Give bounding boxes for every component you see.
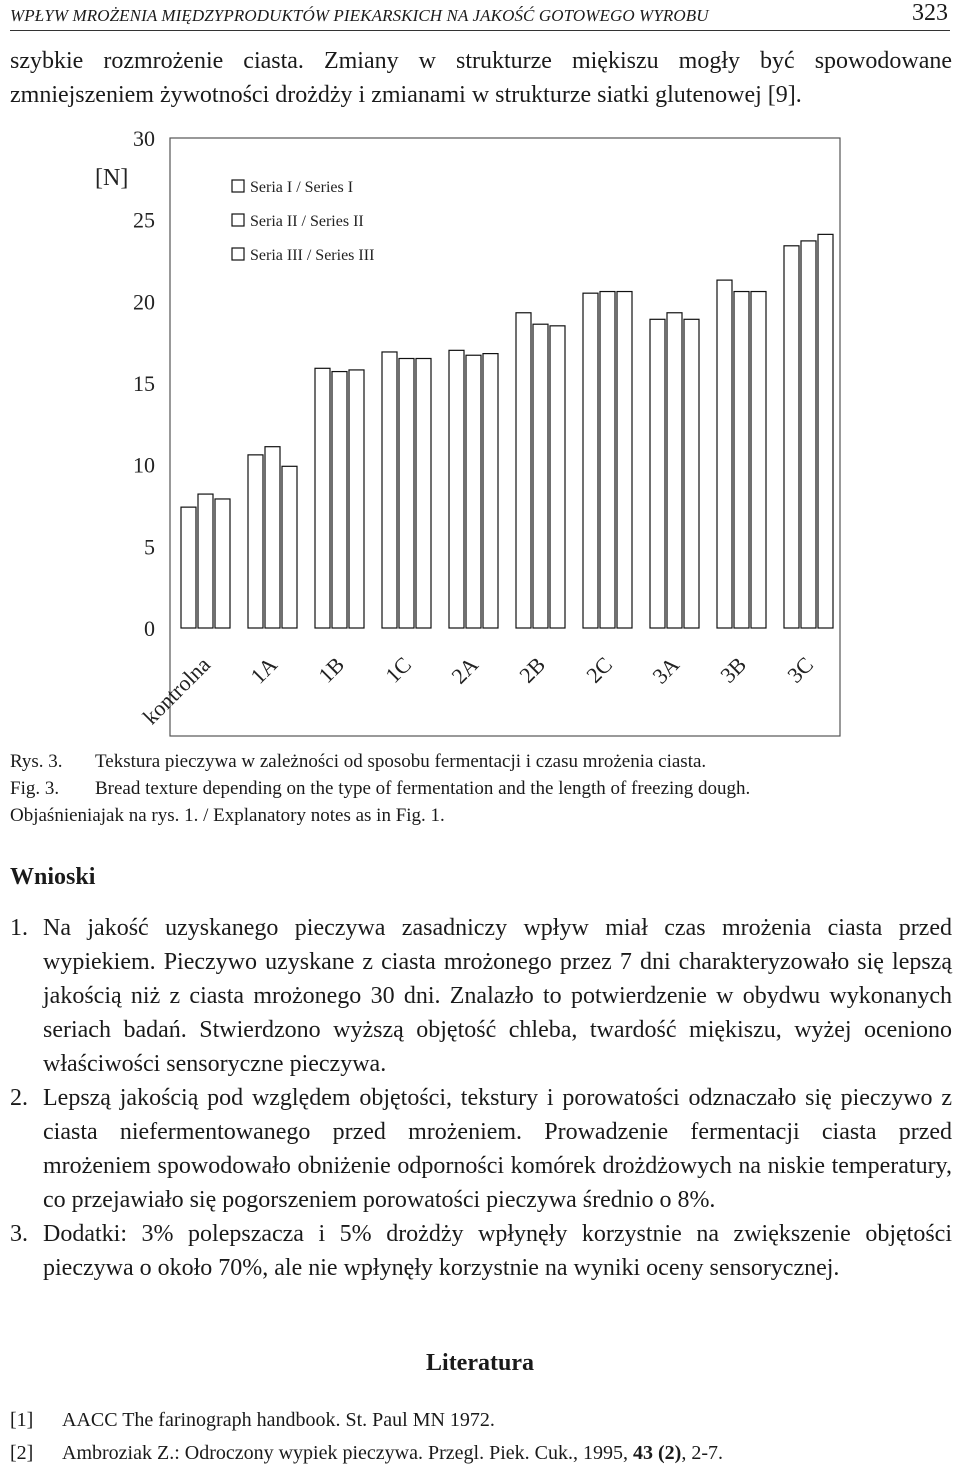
- chart-legend: [232, 179, 374, 264]
- y-tick-label: 30: [133, 126, 155, 151]
- bar: [416, 359, 431, 629]
- y-tick-label: 10: [133, 452, 155, 478]
- bar: [583, 293, 598, 628]
- bar: [600, 292, 615, 628]
- caption-notes: Objaśnieniajak na rys. 1. / Explanatory notes as in Fig. 1.: [10, 805, 445, 826]
- category-label: 2A: [446, 651, 484, 689]
- bar: [818, 234, 833, 628]
- reference-item: [10, 1437, 952, 1470]
- conclusion-text: Dodatki: 3% polepszacza i 5% drożdży wpłynęły korzystnie na zwiększenie objętości pieczywa o około 70%, ale nie wpłynęły korzystnie na wyniki oceny sensorycznej.: [43, 1221, 952, 1281]
- bar: [198, 494, 213, 628]
- reference-text-after: , 2-7.: [681, 1442, 723, 1464]
- conclusion-text: Lepszą jakością pod względem objętości, tekstury i porowatości odznaczało się pieczywo z ciasta niefermentowanego przed mrożeniem. Prowadzenie fermentacji ciasta przed mrożeniem spowodowało obniżenie odporności komórek drożdżowych na niskie temperatury, co przejawiało się pogorszeniem porowatości pieczywa średnio o 8%.: [43, 1085, 952, 1213]
- y-tick-label: 5: [144, 534, 155, 560]
- category-label: 2B: [514, 651, 551, 688]
- bar: [382, 352, 397, 628]
- chart-bars: [181, 234, 833, 628]
- bar: [667, 313, 682, 628]
- legend-swatch: [232, 180, 244, 192]
- bar: [533, 324, 548, 628]
- bar: [181, 507, 196, 628]
- conclusion-item: [10, 1081, 952, 1217]
- reference-volume: 43 (2): [632, 1442, 682, 1464]
- bar: [734, 292, 749, 628]
- category-label: 3A: [647, 651, 685, 689]
- y-axis-label: [N]: [95, 165, 129, 191]
- bar: [483, 354, 498, 628]
- caption-en: [10, 777, 750, 801]
- texture-bar-chart: [0, 118, 960, 743]
- bar: [265, 447, 280, 628]
- conclusion-item: [10, 911, 952, 1081]
- conclusion-number: 3.: [10, 1221, 28, 1247]
- bar: [516, 313, 531, 628]
- bar: [717, 280, 732, 628]
- category-label: 1A: [245, 651, 283, 689]
- bar: [449, 350, 464, 628]
- bar: [315, 368, 330, 628]
- conclusion-number: 2.: [10, 1085, 28, 1111]
- bar: [684, 319, 699, 628]
- bar: [248, 455, 263, 628]
- reference-number: [2]: [10, 1442, 34, 1464]
- conclusion-number: 1.: [10, 915, 28, 941]
- bar: [332, 372, 347, 628]
- reference-item: [10, 1404, 952, 1437]
- conclusions-heading: Wnioski: [10, 864, 96, 890]
- page-number: 323: [912, 0, 948, 26]
- bar: [349, 370, 364, 628]
- conclusion-text: Na jakość uzyskanego pieczywa zasadniczy wpływ miał czas mrożenia ciasta przed wypiekiem. Pieczywo uzyskane z ciasta mrożonego przez 7 dni charakteryzowało się lepszą jakością niż z ciasta mrożonego 30 dni. Znalazło to potwierdzenie w obydwu wykonanych seriach badań. Stwierdzono wyższą objętość chleba, twardość miękiszu, wyżej oceniono właściwości sensoryczne pieczywa.: [43, 915, 952, 1077]
- reference-list: [10, 1404, 952, 1470]
- legend-swatch: [232, 248, 244, 260]
- category-label: 3B: [715, 651, 752, 688]
- reference-text: AACC The farinograph handbook. St. Paul MN 1972.: [62, 1409, 495, 1431]
- bar: [617, 292, 632, 628]
- caption-en-label: Fig. 3.: [10, 778, 60, 799]
- caption-en-text: Bread texture depending on the type of fermentation and the length of freezing dough.: [95, 778, 751, 799]
- reference-number: [1]: [10, 1409, 34, 1431]
- running-title: WPŁYW MROŻENIA MIĘDZYPRODUKTÓW PIEKARSKICH NA JAKOŚĆ GOTOWEGO WYROBU: [10, 6, 709, 25]
- conclusion-item: [10, 1217, 952, 1285]
- conclusions-list: [10, 911, 952, 1285]
- category-label: 2C: [581, 651, 618, 688]
- category-label: 1B: [313, 651, 350, 688]
- bar: [282, 466, 297, 628]
- bar: [215, 499, 230, 628]
- intro-paragraph: szybkie rozmrożenie ciasta. Zmiany w strukturze miękiszu mogły być spowodowane zmniejszeniem żywotności drożdży i zmianami w strukturze siatki glutenowej [9].: [10, 48, 952, 108]
- bar: [550, 326, 565, 628]
- literature-heading: Literatura: [426, 1350, 534, 1376]
- bar: [801, 241, 816, 628]
- caption-pl-label: Rys. 3.: [10, 751, 63, 772]
- running-header: [10, 0, 950, 31]
- caption-pl: [10, 750, 706, 774]
- legend-swatch: [232, 214, 244, 226]
- reference-text-before: Ambroziak Z.: Odroczony wypiek pieczywa. Przegl. Piek. Cuk., 1995,: [62, 1442, 633, 1464]
- bar: [784, 246, 799, 628]
- bar: [399, 359, 414, 629]
- legend-label: Seria I / Series I: [250, 179, 354, 196]
- y-tick-label: 25: [133, 207, 155, 233]
- legend-label: Seria II / Series II: [250, 213, 364, 230]
- legend-label: Seria III / Series III: [250, 247, 375, 264]
- category-label: 1C: [380, 651, 417, 688]
- category-label: kontrolna: [137, 651, 216, 730]
- y-tick-label: 0: [144, 616, 155, 641]
- bar: [751, 292, 766, 628]
- y-tick-label: 20: [133, 289, 155, 315]
- caption-pl-text: Tekstura pieczywa w zależności od sposobu fermentacji i czasu mrożenia ciasta.: [95, 751, 707, 772]
- category-label: 3C: [782, 651, 819, 688]
- bar: [650, 319, 665, 628]
- bar: [466, 355, 481, 628]
- y-tick-label: 15: [133, 371, 155, 396]
